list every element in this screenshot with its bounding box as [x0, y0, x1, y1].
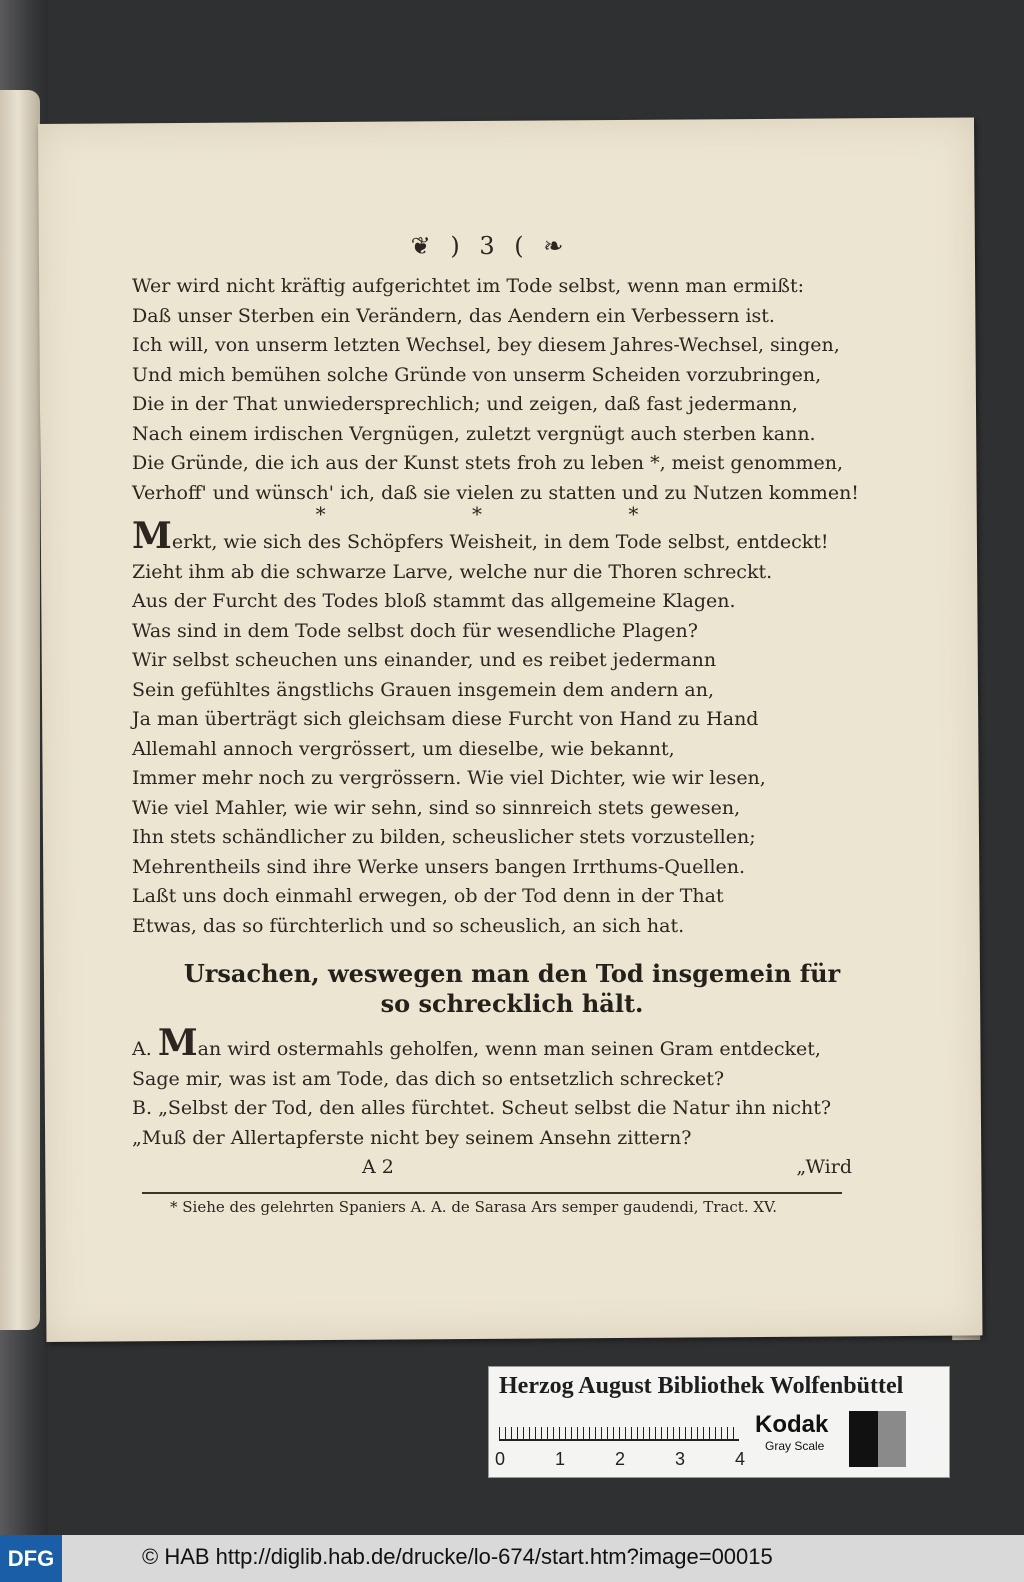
catchword: „Wird: [796, 1156, 852, 1178]
ruler-number: 0: [495, 1449, 506, 1469]
dialogue-a-line: [132, 1022, 852, 1065]
copyright-link[interactable]: © HAB http://diglib.hab.de/drucke/lo-674/start.htm?image=00015: [142, 1544, 773, 1569]
dfg-logo: DFG: [0, 1535, 62, 1582]
text-line: Ich will, von unserm letzten Wechsel, bey diesem Jahres-Wechsel, singen,: [132, 334, 840, 356]
text-line: Laßt uns doch einmahl erwegen, ob der Tod denn in der That: [132, 885, 724, 907]
speaker-label: B.: [132, 1097, 153, 1119]
text-line: Daß unser Sterben ein Verändern, das Aendern ein Verbessern ist.: [132, 304, 775, 327]
swatch-black: [849, 1411, 878, 1467]
text-line: Die Gründe, die ich aus der Kunst stets froh zu leben *, meist genommen,: [132, 452, 844, 474]
ruler-number: 4: [734, 1449, 745, 1469]
text-line: Immer mehr noch zu vergrössern. Wie viel Dichter, wie wir lesen,: [132, 767, 766, 789]
color-calibration-card: [488, 1366, 950, 1478]
text-line: Mehrentheils sind ihre Werke unsers bangen Irrthums-Quellen.: [132, 855, 746, 878]
text-line: Sein gefühltes ängstlichs Grauen insgemein dem andern an,: [132, 678, 715, 701]
book-binding: [0, 90, 40, 1330]
footnote: * Siehe des gelehrten Spaniers A. A. de Sarasa Ars semper gaudendi, Tract. XV.: [170, 1198, 778, 1216]
text-line: an wird ostermahls geholfen, wenn man seinen Gram entdecket,: [197, 1038, 821, 1060]
ruler-number: 1: [554, 1449, 565, 1469]
signature-mark: A 2: [362, 1156, 394, 1178]
dialogue-b-line: [132, 1094, 852, 1124]
gray-swatches: [849, 1411, 935, 1467]
page-bottom-row: [132, 1153, 852, 1183]
library-name: Herzog August Bibliothek Wolfenbüttel: [499, 1373, 904, 1399]
grayscale-label: Gray Scale: [765, 1439, 825, 1453]
text-line: Ihn stets schändlicher zu bilden, scheuslicher stets vorzustellen;: [132, 826, 756, 848]
text-line: Aus der Furcht des Todes bloß stammt das allgemeine Klagen.: [132, 590, 736, 612]
text-line: Zieht ihm ab die schwarze Larve, welche nur die Thoren schreckt.: [132, 560, 773, 583]
text-line: Sage mir, was ist am Tode, das dich so entsetzlich schrecket?: [132, 1067, 725, 1090]
swatch-white: [906, 1411, 935, 1467]
text-line: Die in der That unwiedersprechlich; und zeigen, daß fast jedermann,: [132, 393, 798, 415]
text-line: Wir selbst scheuchen uns einander, und es reibet jedermann: [132, 649, 717, 671]
heading-line: so schrecklich hält.: [380, 989, 644, 1018]
speaker-label: A.: [132, 1038, 152, 1060]
poem-text: [132, 272, 859, 1183]
page-header: ❦ ) 3 ( ❧: [410, 232, 570, 260]
section-heading: [172, 959, 852, 1019]
swatch-gray: [878, 1411, 907, 1467]
text-line: Ja man überträgt sich gleichsam diese Furcht von Hand zu Hand: [132, 708, 759, 730]
text-line: erkt, wie sich des Schöpfers Weisheit, in dem Tode selbst, entdeckt!: [171, 531, 829, 553]
text-line: Etwas, das so fürchterlich und so scheuslich, an sich hat.: [132, 914, 685, 937]
drop-cap: M: [157, 1022, 198, 1064]
text-line: „Selbst der Tod, den alles fürchtet. Scheut selbst die Natur ihn nicht?: [158, 1097, 832, 1119]
ruler-numbers: [495, 1449, 745, 1470]
drop-cap: M: [132, 515, 172, 557]
text-line: Was sind in dem Tode selbst doch für wesendliche Plagen?: [132, 619, 698, 642]
ruler-number: 2: [614, 1449, 625, 1469]
ruler: [499, 1415, 739, 1441]
kodak-brand: Kodak: [755, 1411, 829, 1438]
section-first-line: [132, 515, 852, 558]
text-line: Und mich bemühen solche Gründe von unserm Scheiden vorzubringen,: [132, 363, 822, 386]
text-line: Wie viel Mahler, wie wir sehn, sind so sinnreich stets gewesen,: [132, 796, 741, 819]
heading-line: Ursachen, weswegen man den Tod insgemein für: [183, 959, 841, 988]
ruler-number: 3: [674, 1449, 685, 1469]
footnote-rule: [142, 1192, 842, 1194]
text-line: Nach einem irdischen Vergnügen, zuletzt vergnügt auch sterben kann.: [132, 422, 816, 445]
text-line: „Muß der Allertapferste nicht bey seinem Ansehn zittern?: [132, 1126, 692, 1149]
text-line: Wer wird nicht kräftig aufgerichtet im Tode selbst, wenn man ermißt:: [132, 275, 805, 297]
text-line: Verhoff' und wünsch' ich, daß sie vielen zu statten und zu Nutzen kommen!: [132, 481, 859, 504]
section-divider-stars: * * *: [315, 502, 709, 526]
text-line: Allemahl annoch vergrössert, um dieselbe, wie bekannt,: [132, 737, 675, 760]
